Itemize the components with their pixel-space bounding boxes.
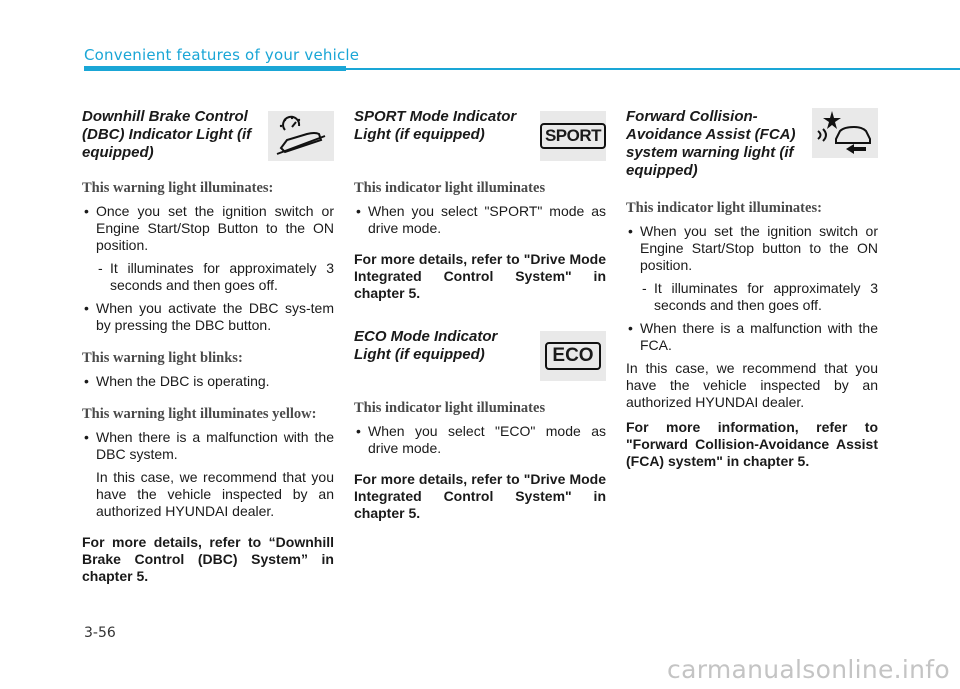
dbc-section-head <box>82 108 334 164</box>
header-rule <box>84 68 960 70</box>
dbc-sub-blinks: This warning light blinks: <box>82 350 243 366</box>
dbc-chapter-reference: For more details, refer to “Downhill Brake Control (DBC) System” in chapter 5. <box>82 534 334 584</box>
sport-section-head <box>354 108 606 164</box>
section-header-title: Convenient features of your vehicle <box>84 46 360 64</box>
sport-icon <box>540 111 606 161</box>
fca-dash-duration: - It illuminates for approximately 3 seconds and then goes off. <box>642 280 878 313</box>
sport-section-title: SPORT Mode Indicator Light (if equipped) <box>354 108 517 143</box>
dbc-dash-text: It illuminates for approximately 3 seconds and then goes off. <box>110 260 334 293</box>
dbc-bullet-operating: • When the DBC is operating. <box>82 373 334 390</box>
dbc-dash-duration: - It illuminates for approximately 3 seconds and then goes off. <box>98 260 334 293</box>
eco-sub-illuminates: This indicator light illuminates <box>354 400 546 416</box>
dbc-bullet-activate: • When you activate the DBC sys-tem by pressing the DBC button. <box>82 300 334 334</box>
dbc-bullet-malfunction: • When there is a malfunction with the DBC system. <box>82 429 334 463</box>
dbc-sub-yellow: This warning light illuminates yellow: <box>82 406 317 422</box>
fca-section-title: Forward Collision-Avoidance Assist (FCA) system warning light (if equipped) <box>626 108 796 179</box>
sport-bullet-select: • When you select "SPORT" mode as drive mode. <box>354 203 606 237</box>
dbc-section-title: Downhill Brake Control (DBC) Indicator Light (if equipped) <box>82 108 252 161</box>
dbc-icon <box>268 111 334 161</box>
column-drive-mode <box>354 108 606 522</box>
fca-bullet-ignition: • When you set the ignition switch or Engine Start/Stop button to the ON position. <box>626 223 878 274</box>
eco-section-title: ECO Mode Indicator Light (if equipped) <box>354 328 498 363</box>
sport-chapter-reference: For more details, refer to "Drive Mode Integrated Control System" in chapter 5. <box>354 251 606 301</box>
fca-bullet-malfunction: • When there is a malfunction with the FCA. <box>626 320 878 354</box>
dbc-sub-illuminates: This warning light illuminates: <box>82 180 274 196</box>
dbc-inspection-note: In this case, we recommend that you have the vehicle inspected by an authorized HYUNDAI dealer. <box>96 469 334 519</box>
page-number: 3-56 <box>84 625 116 641</box>
eco-section-head <box>354 328 606 384</box>
fca-dash-text: It illuminates for approximately 3 seconds and then goes off. <box>654 280 878 313</box>
fca-inspection-note: In this case, we recommend that you have the vehicle inspected by an authorized HYUNDAI dealer. <box>626 360 878 410</box>
column-dbc <box>82 108 334 585</box>
column-fca <box>626 108 878 470</box>
eco-chapter-reference: For more details, refer to "Drive Mode Integrated Control System" in chapter 5. <box>354 471 606 521</box>
fca-sub-illuminates: This indicator light illuminates: <box>626 200 822 216</box>
fca-icon <box>812 108 878 158</box>
dbc-bullet-ignition: • Once you set the ignition switch or Engine Start/Stop Button to the ON position. <box>82 203 334 254</box>
eco-bullet-select: • When you select "ECO" mode as drive mode. <box>354 423 606 457</box>
fca-chapter-reference: For more information, refer to "Forward Collision-Avoidance Assist (FCA) system" in chapter 5. <box>626 419 878 469</box>
fca-section-head <box>626 108 878 184</box>
watermark: carmanualsonline.info <box>667 655 950 684</box>
eco-icon <box>540 331 606 381</box>
eco-icon-label: ECO <box>545 342 600 370</box>
sport-sub-illuminates: This indicator light illuminates <box>354 180 546 196</box>
sport-icon-label: SPORT <box>540 123 606 149</box>
